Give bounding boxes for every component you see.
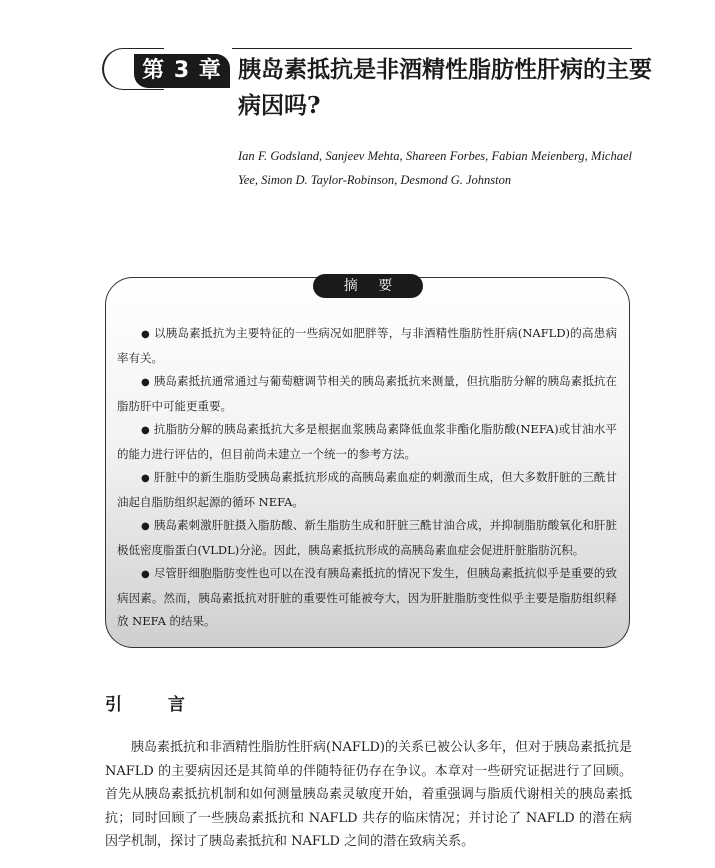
abstract-item (117, 466, 617, 514)
chapter-title: 胰岛素抵抗是非酒精性脂肪性肝病的主要病因吗? (238, 56, 652, 119)
abstract-list (117, 322, 617, 634)
bullet-icon: ● (141, 377, 150, 388)
bullet-icon: ● (141, 473, 150, 484)
abstract-label: 摘 要 (313, 274, 423, 298)
abstract-item (117, 562, 617, 634)
abstract-item (117, 514, 617, 562)
author-list: Ian F. Godsland, Sanjeev Mehta, Shareen Forbes, Fabian Meienberg, Michael Yee, Simon D. Taylor-Robinson, Desmond G. Johnston (238, 149, 632, 187)
abstract-item (117, 418, 617, 466)
abstract-item-text: 尽管肝细胞脂肪变性也可以在没有胰岛素抵抗的情况下发生，但胰岛素抵抗似乎是重要的致病因素。然而，胰岛素抵抗对肝脏的重要性可能被夸大，因为肝脏脂肪变性似乎主要是脂肪组织释放 NEFA 的结果。 (117, 566, 617, 628)
section-heading-introduction: 引 言 (105, 695, 205, 715)
abstract-item-text: 胰岛素刺激肝脏摄入脂肪酸、新生脂肪生成和肝脏三酰甘油合成，并抑制脂肪酸氧化和肝脏极低密度脂蛋白(VLDL)分泌。因此，胰岛素抵抗形成的高胰岛素血症会促进肝脏脂肪沉积。 (117, 518, 617, 557)
abstract-item (117, 322, 617, 370)
abstract-item-text: 抗脂肪分解的胰岛素抵抗大多是根据血浆胰岛素降低血浆非酯化脂肪酸(NEFA)或甘油水平的能力进行评估的，但目前尚未建立一个统一的参考方法。 (117, 422, 617, 461)
chapter-number-badge: 第 3 章 (134, 54, 230, 88)
bullet-icon: ● (141, 425, 150, 436)
abstract-item (117, 370, 617, 418)
introduction-paragraph: 胰岛素抵抗和非酒精性脂肪性肝病(NAFLD)的关系已被公认多年，但对于胰岛素抵抗是 NAFLD 的主要病因还是其简单的伴随特征仍存在争议。本章对一些研究证据进行了回顾。首先从胰岛素抵抗机制和如何测量胰岛素灵敏度开始，着重强调与脂质代谢相关的胰岛素抵抗；同时回顾了一些胰岛素抵抗和 NAFLD 共存的临床情况；并讨论了 NAFLD 的潜在病因学机制，探讨了胰岛素抵抗和 NAFLD 之间的潜在致病关系。 (105, 740, 632, 849)
abstract-item-text: 胰岛素抵抗通常通过与葡萄糖调节相关的胰岛素抵抗来测量，但抗脂肪分解的胰岛素抵抗在脂肪肝中可能更重要。 (117, 374, 617, 413)
abstract-item-text: 以胰岛素抵抗为主要特征的一些病况如肥胖等，与非酒精性脂肪性肝病(NAFLD)的高患病率有关。 (117, 326, 617, 365)
bullet-icon: ● (141, 521, 150, 532)
bullet-icon: ● (141, 569, 150, 580)
bullet-icon: ● (141, 329, 150, 340)
abstract-item-text: 肝脏中的新生脂肪受胰岛素抵抗形成的高胰岛素血症的刺激而生成，但大多数肝脏的三酰甘油起自脂肪组织起源的循环 NEFA。 (117, 470, 617, 509)
header-rule (232, 48, 632, 49)
